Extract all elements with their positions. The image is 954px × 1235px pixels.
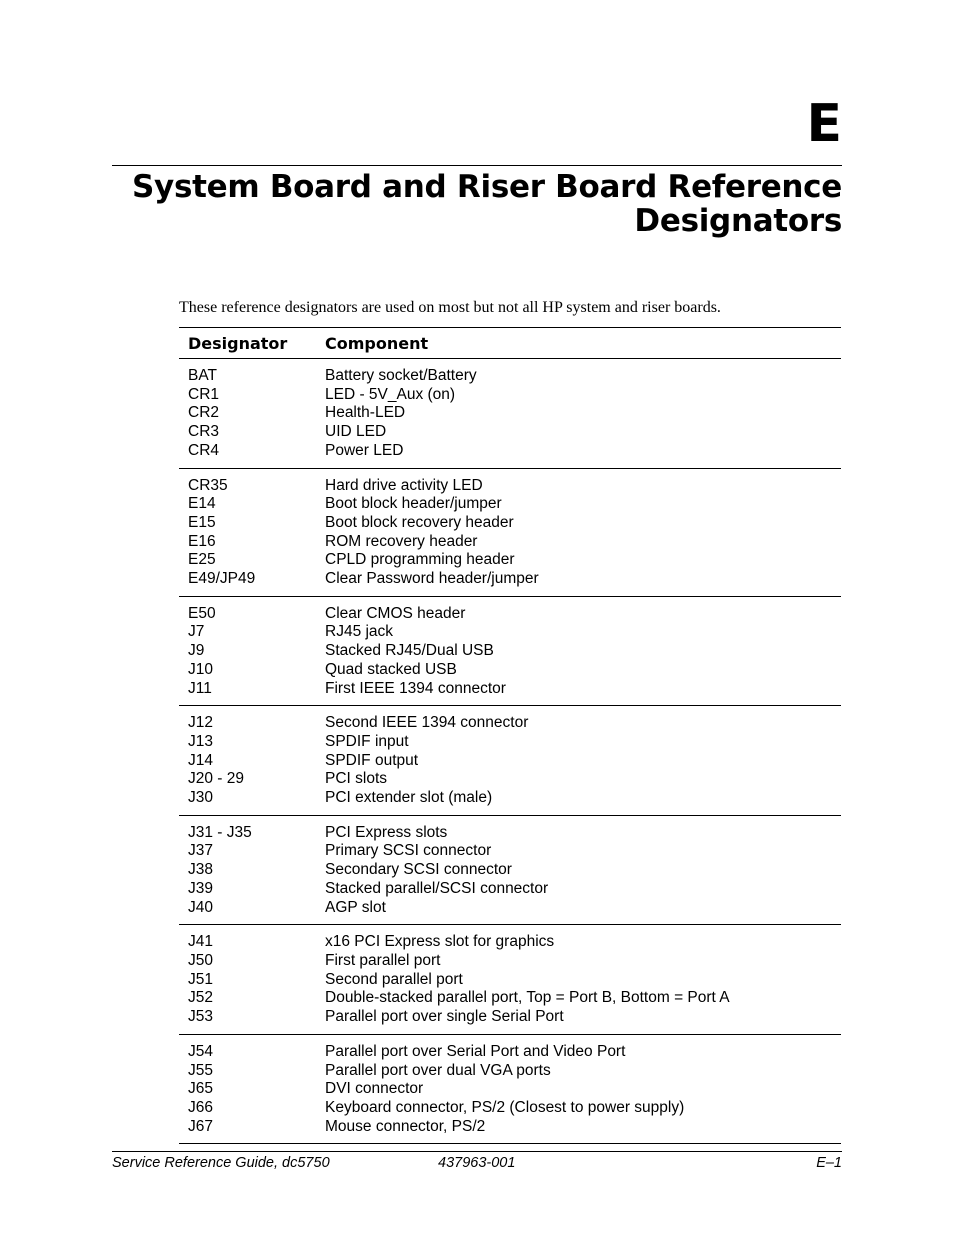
table-row-group xyxy=(179,469,841,597)
designator-value: J65 xyxy=(188,1080,213,1098)
designator-cell xyxy=(179,1043,325,1137)
component-value: LED - 5V_Aux (on) xyxy=(325,385,456,403)
designator-value: J31 - J35 xyxy=(188,823,252,841)
footer-page-number: E–1 xyxy=(816,1155,842,1171)
designator-value: J10 xyxy=(188,660,213,678)
footer-rule xyxy=(112,1151,842,1152)
designator-value: J52 xyxy=(188,989,213,1007)
component-value: Clear CMOS header xyxy=(325,604,466,622)
designator-cell xyxy=(179,605,325,699)
designator-value: E25 xyxy=(188,551,216,569)
designator-value: E15 xyxy=(188,513,216,531)
designator-value: J38 xyxy=(188,861,213,879)
component-value: Double-stacked parallel port, Top = Port B, Bottom = Port A xyxy=(325,989,730,1007)
designator-value: J40 xyxy=(188,898,213,916)
designator-value: E50 xyxy=(188,604,216,622)
component-value: ROM recovery header xyxy=(325,532,478,550)
designator-value: E16 xyxy=(188,532,216,550)
designator-value: J50 xyxy=(188,951,213,969)
designator-value: J54 xyxy=(188,1042,213,1060)
component-value: Power LED xyxy=(325,441,404,459)
component-value: Stacked parallel/SCSI connector xyxy=(325,879,549,897)
designator-value: J66 xyxy=(188,1098,213,1116)
component-value: AGP slot xyxy=(325,898,386,916)
component-value: First IEEE 1394 connector xyxy=(325,679,506,697)
component-value: x16 PCI Express slot for graphics xyxy=(325,933,555,951)
component-value: RJ45 jack xyxy=(325,623,394,641)
component-value: Battery socket/Battery xyxy=(325,367,477,384)
designator-value: CR35 xyxy=(188,476,228,494)
designator-cell xyxy=(179,477,325,589)
component-value: Boot block recovery header xyxy=(325,513,514,531)
designator-value: BAT xyxy=(188,367,217,384)
footer-part-number: 437963-001 xyxy=(438,1155,516,1171)
intro-paragraph: These reference designators are used on most but not all HP system and riser boards. xyxy=(179,299,721,316)
component-value: Health-LED xyxy=(325,404,406,422)
component-cell xyxy=(325,605,841,699)
designator-value: J13 xyxy=(188,732,213,750)
header-designator: Designator xyxy=(188,333,288,353)
component-cell xyxy=(325,477,841,589)
component-value: SPDIF output xyxy=(325,751,419,769)
component-value: Second IEEE 1394 connector xyxy=(325,714,529,732)
designator-value: J41 xyxy=(188,933,213,951)
designator-value: CR3 xyxy=(188,423,220,441)
designator-value: J12 xyxy=(188,714,213,732)
component-value: Parallel port over single Serial Port xyxy=(325,1008,564,1026)
designator-cell xyxy=(179,714,325,808)
component-value: Primary SCSI connector xyxy=(325,842,492,860)
page-title-line-1: System Board and Riser Board Reference xyxy=(132,169,842,205)
component-value: Hard drive activity LED xyxy=(325,476,483,494)
designator-value: J51 xyxy=(188,970,213,988)
component-cell xyxy=(325,367,841,461)
table-header xyxy=(179,328,841,359)
designator-value: J20 - 29 xyxy=(188,770,245,788)
table-row-group xyxy=(179,597,841,707)
component-cell xyxy=(325,933,841,1027)
component-value: SPDIF input xyxy=(325,732,409,750)
designator-value: CR1 xyxy=(188,385,220,403)
designator-value: J53 xyxy=(188,1008,213,1026)
designator-cell xyxy=(179,933,325,1027)
component-value: Quad stacked USB xyxy=(325,660,457,678)
component-value: Mouse connector, PS/2 xyxy=(325,1117,486,1135)
component-value: Parallel port over Serial Port and Video Port xyxy=(325,1042,626,1060)
header-component: Component xyxy=(325,333,429,353)
component-value: PCI slots xyxy=(325,770,388,788)
component-value: Secondary SCSI connector xyxy=(325,861,512,879)
designator-value: J9 xyxy=(188,642,205,660)
designator-value: J11 xyxy=(188,679,212,697)
footer-guide-title: Service Reference Guide, dc5750 xyxy=(112,1155,330,1171)
table-row-group xyxy=(179,1035,841,1145)
component-cell xyxy=(325,714,841,808)
designator-value: J7 xyxy=(188,623,205,641)
chapter-letter: E xyxy=(806,94,842,154)
designator-value: E14 xyxy=(188,495,216,513)
designator-value: J67 xyxy=(188,1117,213,1135)
component-value: Boot block header/jumper xyxy=(325,495,502,513)
component-value: UID LED xyxy=(325,423,387,441)
component-cell xyxy=(325,1043,841,1137)
component-cell xyxy=(325,824,841,918)
component-value: Keyboard connector, PS/2 (Closest to power supply) xyxy=(325,1098,685,1116)
designator-value: J30 xyxy=(188,789,213,807)
component-value: Clear Password header/jumper xyxy=(325,570,539,588)
designator-value: J55 xyxy=(188,1061,213,1079)
component-value: PCI Express slots xyxy=(325,823,448,841)
designator-value: J39 xyxy=(188,879,213,897)
table-row-group xyxy=(179,359,841,469)
designator-value: CR2 xyxy=(188,404,220,422)
page-title-line-2: Designators xyxy=(634,203,842,239)
designator-cell xyxy=(179,367,325,461)
table-row-group xyxy=(179,925,841,1035)
component-value: CPLD programming header xyxy=(325,551,515,569)
component-value: Stacked RJ45/Dual USB xyxy=(325,642,494,660)
table-row-group xyxy=(179,816,841,926)
designator-value: CR4 xyxy=(188,441,220,459)
designator-value: J37 xyxy=(188,842,213,860)
designator-value: E49/JP49 xyxy=(188,570,256,588)
designator-cell xyxy=(179,824,325,918)
designator-value: J14 xyxy=(188,751,213,769)
reference-designator-table xyxy=(179,327,841,1144)
title-rule xyxy=(112,165,842,166)
component-value: First parallel port xyxy=(325,951,441,969)
component-value: Second parallel port xyxy=(325,970,463,988)
table-row-group xyxy=(179,706,841,816)
page-title xyxy=(112,170,842,238)
component-value: Parallel port over dual VGA ports xyxy=(325,1061,551,1079)
component-value: DVI connector xyxy=(325,1080,424,1098)
table-body xyxy=(179,359,841,1144)
component-value: PCI extender slot (male) xyxy=(325,789,493,807)
